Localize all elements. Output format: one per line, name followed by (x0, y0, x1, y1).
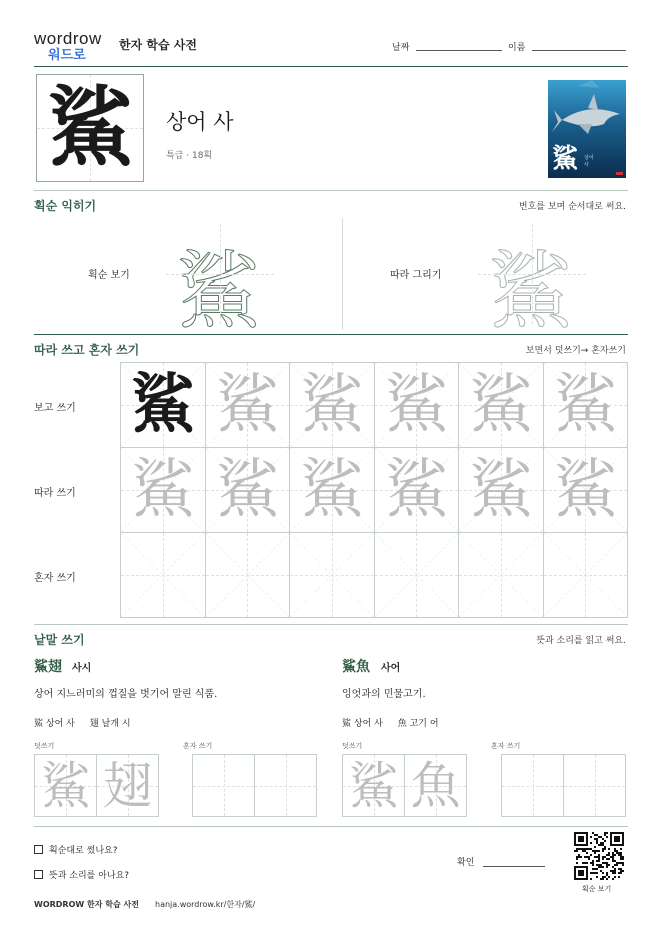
word-1-alone-box[interactable] (254, 754, 317, 817)
practice-cell[interactable] (543, 447, 629, 533)
word-1-trace-box[interactable] (34, 754, 97, 817)
word-trace-character: 翅 (102, 756, 153, 815)
practice-character: 鯊 (468, 368, 533, 442)
grade-strokes: 특급 · 18획 (166, 151, 213, 161)
confirm-field[interactable] (483, 866, 545, 867)
card-small-line-2: 사 (584, 162, 589, 168)
stroke-section-title: 획순 익히기 (34, 199, 97, 213)
stroke-divider-vertical (342, 218, 343, 330)
practice-cell[interactable] (205, 447, 291, 533)
practice-cell[interactable] (120, 447, 206, 533)
practice-cell[interactable] (543, 532, 629, 618)
word-2-glosses (342, 716, 439, 729)
hero-character: 鯊 (47, 77, 133, 178)
practice-character: 鯊 (215, 368, 280, 442)
word-1-definition: 상어 지느러미의 껍질을 벗기어 말린 식품. (34, 689, 218, 700)
word-2-trace-label: 덧쓰기 (342, 742, 363, 750)
card-small-line-1: 상어 (584, 155, 594, 161)
practice-character: 鯊 (299, 368, 364, 442)
qr-code[interactable] (574, 832, 624, 880)
word-trace-character: 魚 (410, 756, 461, 815)
word-1-gloss-2: 날개 시 (101, 719, 131, 729)
footer-brand: WORDROW 한자 학습 사전 (34, 900, 139, 909)
word-1-char-2: 翅 (89, 719, 99, 729)
hero-divider (34, 190, 628, 191)
hero-character-box (36, 74, 144, 182)
stroke-section-hint: 번호를 보며 순서대로 써요. (518, 202, 626, 212)
word-1-alone-box[interactable] (192, 754, 255, 817)
confirm-label: 확인 (457, 858, 475, 868)
stroke-section-divider (34, 334, 628, 335)
stroke-trace-label: 따라 그리기 (390, 270, 442, 281)
word-trace-character: 鯊 (40, 756, 91, 815)
practice-section-divider (34, 624, 628, 625)
word-1-hanja: 鯊翅 (34, 659, 62, 675)
practice-cell[interactable] (458, 362, 544, 448)
word-2-gloss-2: 고기 어 (409, 719, 439, 729)
qr-caption: 획순 보기 (582, 885, 612, 893)
word-1-gloss-1: 상어 사 (45, 719, 75, 729)
word-1-char-1: 鯊 (34, 719, 44, 729)
date-field[interactable] (416, 50, 502, 51)
name-label: 이름 (508, 43, 526, 53)
word-2-gloss-1: 상어 사 (353, 719, 383, 729)
practice-cell[interactable] (120, 362, 206, 448)
check-item-2[interactable] (34, 868, 129, 881)
name-field[interactable] (532, 50, 626, 51)
word-1-trace-box[interactable] (96, 754, 159, 817)
practice-row-label-3: 혼자 쓰기 (34, 573, 76, 584)
date-label: 날짜 (392, 43, 410, 53)
practice-character: 鯊 (130, 453, 195, 527)
word-1-glosses (34, 716, 131, 729)
footer-url[interactable]: hanja.wordrow.kr/한자/鯊/ (155, 900, 256, 909)
practice-row-label-2: 따라 쓰기 (34, 488, 76, 499)
word-2-char-1: 鯊 (342, 719, 352, 729)
practice-character: 鯊 (553, 453, 618, 527)
word-1-alone-label: 혼자 쓰기 (183, 742, 213, 750)
practice-cell[interactable] (374, 447, 460, 533)
stroke-trace-diagram[interactable] (488, 224, 576, 340)
practice-row-label-1: 보고 쓰기 (34, 403, 76, 414)
qr-code-graphic (574, 832, 624, 880)
checkbox-meaning-sound[interactable] (34, 870, 43, 879)
word-2-reading: 사어 (381, 663, 401, 674)
word-2-hanja: 鯊魚 (342, 659, 370, 675)
words-section-divider (34, 826, 628, 827)
logo-wordrow: wordrow (34, 29, 102, 48)
practice-character: 鯊 (130, 367, 195, 442)
practice-section-title: 따라 쓰고 혼자 쓰기 (34, 343, 140, 357)
word-1-reading: 사시 (72, 663, 92, 674)
practice-character: 鯊 (384, 368, 449, 442)
shark-image (548, 80, 626, 178)
word-2-alone-box[interactable] (563, 754, 626, 817)
words-section-hint: 뜻과 소리를 읽고 써요. (536, 636, 626, 646)
practice-cell[interactable] (289, 447, 375, 533)
check-item-2-label: 뜻과 소리를 아나요? (49, 871, 130, 881)
practice-cell[interactable] (543, 362, 629, 448)
word-trace-character: 鯊 (348, 756, 399, 815)
header-title: 한자 학습 사전 (119, 38, 197, 52)
practice-cell[interactable] (374, 532, 460, 618)
practice-cell[interactable] (458, 532, 544, 618)
checklist (34, 843, 129, 881)
stroke-order-character: 鯊 (176, 242, 261, 340)
practice-cell[interactable] (374, 362, 460, 448)
practice-cell[interactable] (458, 447, 544, 533)
stroke-view-label: 획순 보기 (88, 270, 130, 281)
word-2-trace-box[interactable] (404, 754, 467, 817)
practice-character: 鯊 (215, 453, 280, 527)
practice-cell[interactable] (289, 532, 375, 618)
word-2-alone-box[interactable] (501, 754, 564, 817)
practice-character: 鯊 (468, 453, 533, 527)
header-divider (34, 66, 628, 67)
word-2-char-2: 魚 (397, 719, 407, 729)
meaning-reading: 상어 사 (166, 110, 234, 134)
check-item-1[interactable] (34, 843, 129, 856)
logo (34, 30, 112, 66)
word-2-definition: 잉엇과의 민물고기. (342, 689, 426, 700)
checkbox-stroke-order[interactable] (34, 845, 43, 854)
words-section-title: 낱말 쓰기 (34, 633, 85, 647)
word-1-trace-label: 덧쓰기 (34, 742, 55, 750)
logo-korean: 워드로 (48, 47, 86, 62)
practice-cell[interactable] (205, 362, 291, 448)
practice-cell[interactable] (120, 532, 206, 618)
practice-section-hint: 보면서 덧쓰기→ 혼자쓰기 (525, 346, 626, 356)
practice-cell[interactable] (205, 532, 291, 618)
practice-cell[interactable] (289, 362, 375, 448)
card-character: 鯊 (552, 144, 579, 174)
stroke-trace-character: 鯊 (488, 242, 573, 340)
check-item-1-label: 획순대로 썼나요? (49, 846, 118, 856)
stroke-order-diagram (176, 224, 264, 340)
practice-character: 鯊 (384, 453, 449, 527)
practice-character: 鯊 (553, 368, 618, 442)
word-2-alone-label: 혼자 쓰기 (491, 742, 521, 750)
practice-character: 鯊 (299, 453, 364, 527)
word-2-trace-box[interactable] (342, 754, 405, 817)
